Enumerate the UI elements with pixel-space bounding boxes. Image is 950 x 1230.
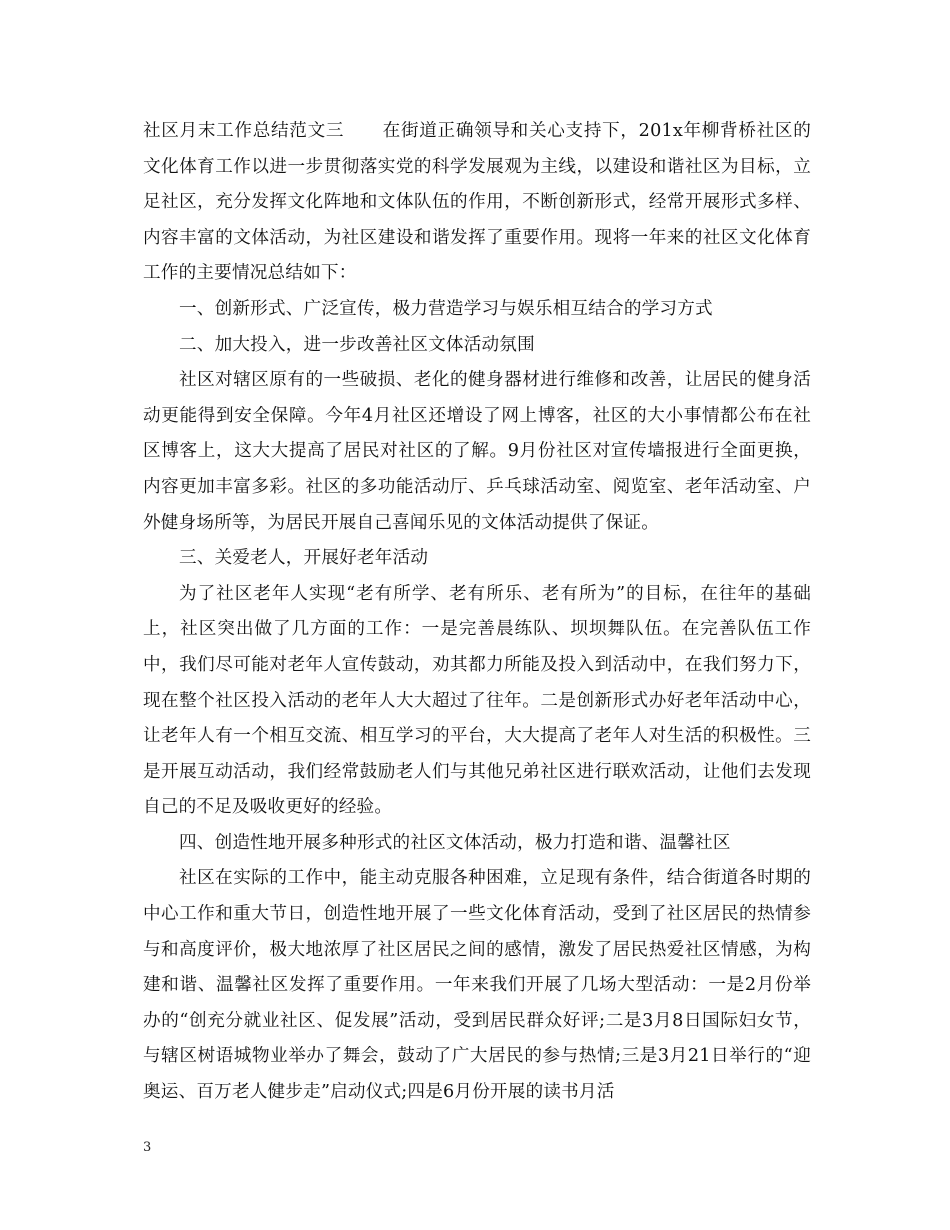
section-3-paragraph: 为了社区老年人实现“老有所学、老有所乐、老有所为”的目标，在往年的基础上，社区突出做了几方面的工作：一是完善晨练队、坝坝舞队伍。在完善队伍工作中，我们尽可能对老年人宣传鼓动，劝其都力所能及投入到活动中，在我们努力下，现在整个社区投入活动的老年人大大超过了往年。二是创新形式办好老年活动中心，让老年人有一个相互交流、相互学习的平台，大大提高了老年人对生活的积极性。三是开展互动活动，我们经常鼓励老人们与其他兄弟社区进行联欢活动，让他们去发现自己的不足及吸收更好的经验。 bbox=[143, 583, 811, 818]
document-title: 社区月末工作总结范文三 bbox=[143, 121, 345, 141]
body-text bbox=[143, 114, 811, 1111]
section-heading-2: 二、加大投入，进一步改善社区文体活动氛围 bbox=[179, 334, 535, 355]
intro-text: 在街道正确领导和关心支持下，201x年柳背桥社区的文化体育工作以进一步贯彻落实党的科学发展观为主线，以建设和谐社区为目标，立足社区，充分发挥文化阵地和文体队伍的作用，不断创新形式，经常开展形式多样、内容丰富的文体活动，为社区建设和谐发挥了重要作用。现将一年来的社区文化体育工作的主要情况总结如下： bbox=[143, 121, 812, 284]
section-heading-3: 三、关爱老人，开展好老年活动 bbox=[179, 548, 429, 569]
section-2-paragraph: 社区对辖区原有的一些破损、老化的健身器材进行维修和改善，让居民的健身活动更能得到安全保障。今年4月社区还增设了网上博客，社区的大小事情都公布在社区博客上，这大大提高了居民对社区的了解。9月份社区对宣传墙报进行全面更换，内容更加丰富多彩。社区的多功能活动厅、乒乓球活动室、阅览室、老年活动室、户外健身场所等，为居民开展自己喜闻乐见的文体活动提供了保证。 bbox=[143, 370, 811, 533]
section-4-paragraph: 社区在实际的工作中，能主动克服各种困难，立足现有条件，结合街道各时期的中心工作和重大节日，创造性地开展了一些文化体育活动，受到了社区居民的热情参与和高度评价，极大地浓厚了社区居民之间的感情，激发了居民热爱社区情感，为构建和谐、温馨社区发挥了重要作用。一年来我们开展了几场大型活动：一是2月份举办的“创充分就业社区、促发展”活动，受到居民群众好评;二是3月8日国际妇女节，与辖区树语城物业举办了舞会，鼓动了广大居民的参与热情;三是3月21日举行的“迎奥运、百万老人健步走”启动仪式;四是6月份开展的读书月活 bbox=[143, 868, 811, 1103]
intro-paragraph bbox=[143, 114, 811, 292]
section-heading-1: 一、创新形式、广泛宣传，极力营造学习与娱乐相互结合的学习方式 bbox=[179, 298, 713, 319]
section-heading-4: 四、创造性地开展多种形式的社区文体活动，极力打造和谐、温馨社区 bbox=[179, 832, 731, 853]
page-number: 3 bbox=[143, 1140, 152, 1155]
